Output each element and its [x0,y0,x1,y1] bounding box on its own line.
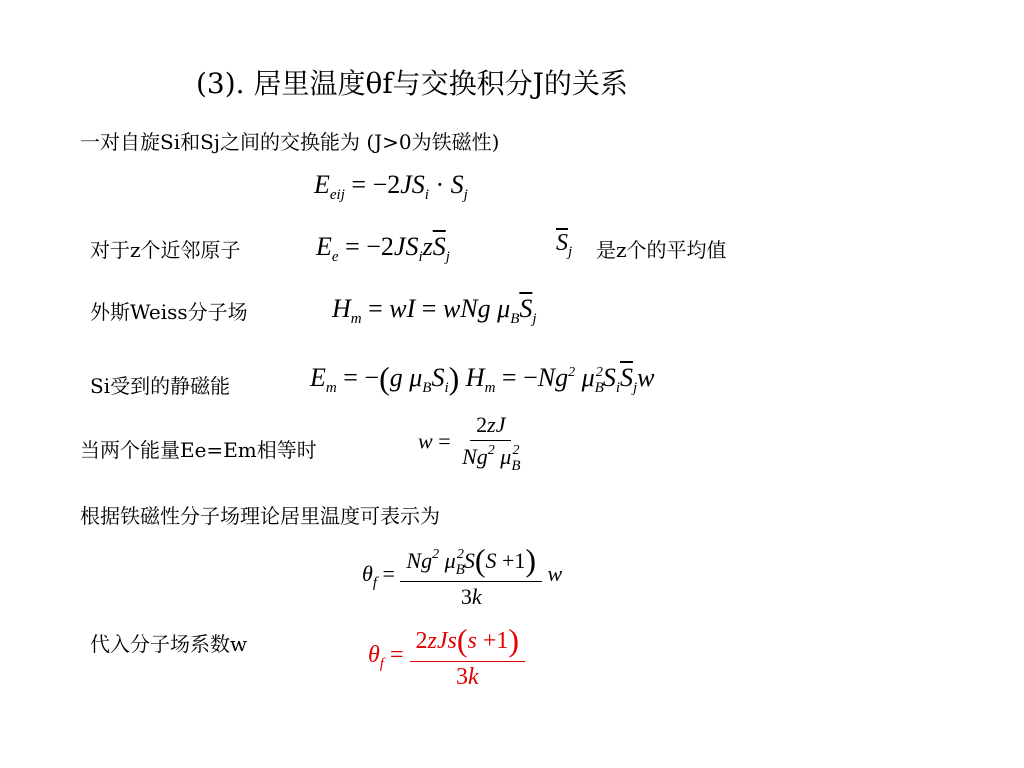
weiss-field-text: 外斯Weiss分子场 [90,300,248,324]
exchange-intro-text: 一对自旋Si和Sj之间的交换能为 (J>0为铁磁性) [80,130,500,154]
page-title: (3). 居里温度θf与交换积分J的关系 [196,67,628,100]
neighbors-text: 对于z个近邻原子 [90,238,241,262]
formula-average-spin: $\overline{S}_j$ [556,230,573,260]
formula-field-coefficient: w = $\frac{2zJ}{Ng^2 \mu_B^2}$ [418,412,521,474]
formula-curie-result: $\theta_f$ = $\frac{\text{2zJs(s +1)}}{3k}$ [368,622,525,691]
static-energy-text: Si受到的静磁能 [90,374,231,398]
formula-static-energy: $E_m = -(g$ $\mu_BS_i$) $H_m = -Ng^2$ $\mu_B^2S_i\overline{S}_jw$ [310,360,655,396]
curie-intro-text: 根据铁磁性分子场理论居里温度可表示为 [80,504,440,528]
equal-energy-text: 当两个能量Ee=Em相等时 [80,438,317,462]
average-note-text: 是z个的平均值 [596,238,727,262]
formula-weiss-field: $H_m$ = wI = wNg $\mu_B\overline{S}_j$ [332,294,537,327]
formula-curie-temperature: $\theta_f$ = $\frac{Ng^2 \mu_B^2S(S +1)}{3k}$ w [362,542,563,609]
substitute-text: 代入分子场系数w [90,632,248,656]
formula-neighbor-energy: $E_e = -2JS_iz\overline{S}_j$ [316,232,450,265]
formula-exchange-energy: $E_{eij} = -2JS_i \cdot S_j$ [314,170,468,203]
